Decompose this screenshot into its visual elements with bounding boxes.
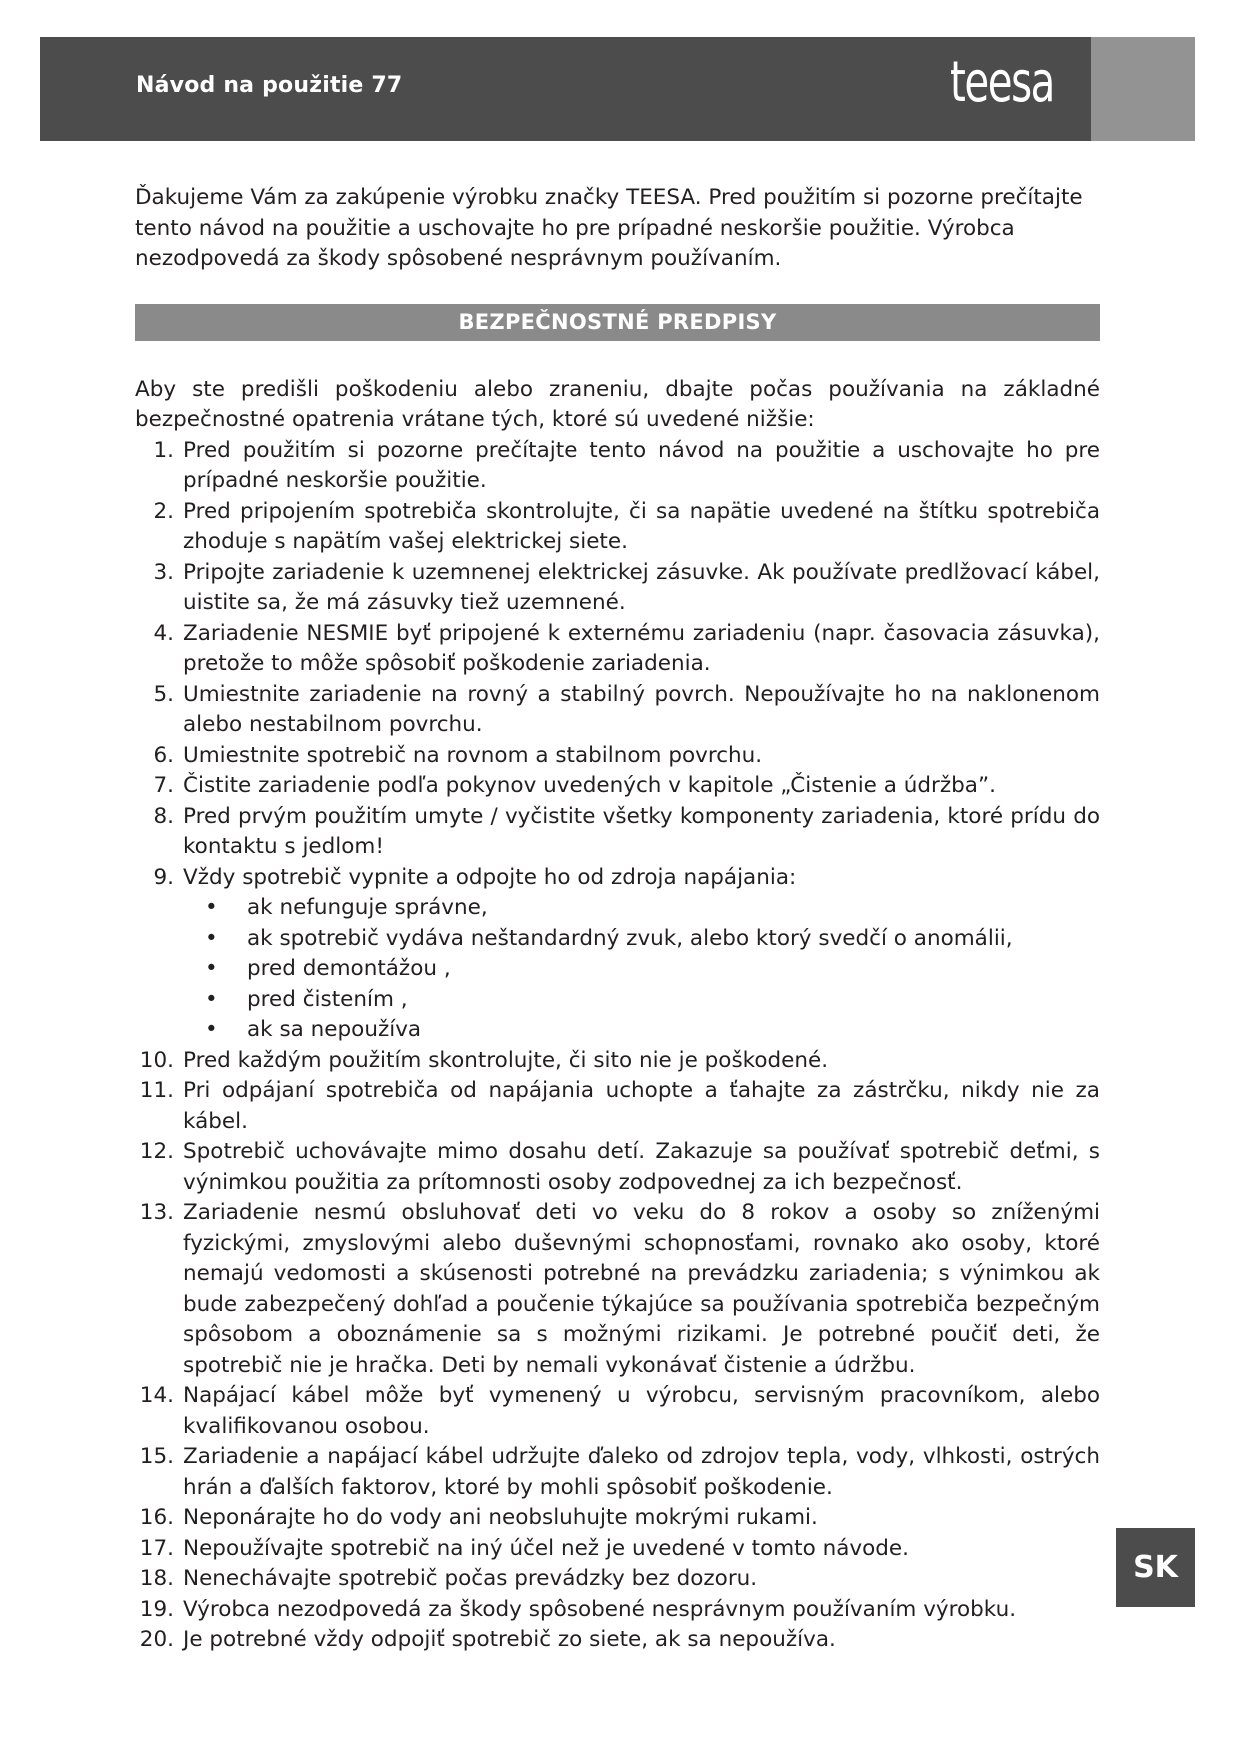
rule-number: 16. (139, 1505, 174, 1530)
rule-text: Zariadenie NESMIE byť pripojené k externému zariadeniu (napr. časovacia zásuvka), pretože to môže spôsobiť poškodenie zariadenia. (183, 620, 1100, 676)
rule-number: 5. (153, 681, 174, 707)
rule-text: Pred použitím si pozorne prečítajte tento návod na použitie a uschovajte ho pre prípadné neskoršie použitie. (183, 437, 1100, 493)
lead-paragraph: Aby ste predišli poškodeniu alebo zraneniu, dbajte počas používania na základné bezpečnostné opatrenia vrátane tých, ktoré sú uvedené nižšie: (135, 376, 1100, 432)
rule-number: 10. (139, 1047, 174, 1073)
rule-item (135, 1534, 1100, 1565)
rule-text: Umiestnite spotrebič na rovnom a stabilnom povrchu. (183, 742, 763, 768)
rule-text: Neponárajte ho do vody ani neobsluhujte mokrými rukami. (183, 1505, 818, 1530)
rule-item (135, 802, 1100, 863)
rule-text: Pred každým použitím skontrolujte, či sito nie je poškodené. (183, 1047, 829, 1073)
rule-text: Čistite zariadenie podľa pokynov uvedených v kapitole „Čistenie a údržba”. (183, 773, 996, 798)
brand-logo: teesa (950, 50, 1054, 115)
rule-item (135, 619, 1100, 680)
rule-number: 1. (153, 437, 174, 463)
rule-text: Vždy spotrebič vypnite a odpojte ho od zdroja napájania: (183, 864, 797, 890)
rule-number: 15. (139, 1444, 174, 1469)
rule-number: 17. (139, 1535, 174, 1561)
rule-text: Zariadenie nesmú obsluhovať deti vo veku do 8 rokov a osoby so zníženými fyzickými, zmyslovými alebo duševnými schopnosťami, rovnako ako osoby, ktoré nemajú vedomosti a skúsenosti potrebné na prevádzku zariadenia; s výnimkou ak bude zabezpečený dohľad a poučenie týkajúce sa používania spotrebiča bezpečným spôsobom a oboznámenie sa s možnými rizikami. Je potrebné poučiť deti, že spotrebič nie je hračka. Deti by nemali vykonávať čistenie a údržbu. (183, 1200, 1100, 1378)
rule-number: 6. (153, 742, 174, 768)
rule-item (135, 1198, 1100, 1381)
rule-number: 4. (153, 620, 174, 646)
rule-item (135, 741, 1100, 772)
rule-item (135, 1595, 1100, 1626)
rule-item (135, 863, 1100, 1046)
rule-item (135, 1503, 1100, 1534)
rule-item (135, 680, 1100, 741)
rule-text: Pripojte zariadenie k uzemnenej elektrickej zásuvke. Ak používate predlžovací kábel, uistite sa, že má zásuvky tiež uzemnené. (183, 559, 1100, 615)
rule-text: Je potrebné vždy odpojiť spotrebič zo siete, ak sa nepoužíva. (183, 1627, 836, 1652)
rule-number: 8. (153, 803, 174, 829)
safety-rules-list (135, 436, 1100, 1656)
rule-sublist (183, 893, 1100, 1046)
rule-text: Nepoužívajte spotrebič na iný účel než je uvedené v tomto návode. (183, 1535, 909, 1561)
rule-item (135, 436, 1100, 497)
header-accent-block (1091, 37, 1195, 141)
rule-item (135, 1137, 1100, 1198)
rule-item (135, 558, 1100, 619)
page-content (135, 183, 1100, 1656)
rule-number: 2. (153, 498, 174, 524)
rule-item (135, 1076, 1100, 1137)
rule-text: Pred pripojením spotrebiča skontrolujte, či sa napätie uvedené na štítku spotrebiča zhoduje s napätím vašej elektrickej siete. (183, 498, 1100, 554)
rule-number: 14. (139, 1383, 174, 1408)
rule-number: 19. (139, 1596, 174, 1622)
rule-number: 18. (139, 1566, 174, 1591)
rule-item (135, 1564, 1100, 1595)
rule-subitem: • pred demontážou , (205, 954, 1100, 985)
rule-subitem: • pred čistením , (205, 985, 1100, 1016)
rule-text: Pred prvým použitím umyte / vyčistite všetky komponenty zariadenia, ktoré prídu do kontaktu s jedlom! (183, 803, 1100, 859)
rule-number: 7. (153, 773, 174, 798)
language-tab: SK (1116, 1528, 1195, 1607)
rule-text: Pri odpájaní spotrebiča od napájania uchopte a ťahajte za zástrčku, nikdy nie za kábel. (183, 1078, 1100, 1134)
rule-text: Umiestnite zariadenie na rovný a stabilný povrch. Nepoužívajte ho na naklonenom alebo nestabilnom povrchu. (183, 681, 1100, 737)
page-header (40, 37, 1195, 141)
rule-text: Zariadenie a napájací kábel udržujte ďaleko od zdrojov tepla, vody, vlhkosti, ostrých hrán a ďalších faktorov, ktoré by mohli spôsobiť poškodenie. (183, 1444, 1100, 1500)
page-title: Návod na použitie 77 (136, 73, 403, 98)
rule-number: 3. (153, 559, 174, 585)
rule-item (135, 1046, 1100, 1077)
rule-item (135, 771, 1100, 802)
rule-text: Výrobca nezodpovedá za škody spôsobené nesprávnym používaním výrobku. (183, 1596, 1017, 1622)
rule-subitem: • ak sa nepoužíva (205, 1015, 1100, 1046)
rule-item (135, 1442, 1100, 1503)
rule-text: Napájací kábel môže byť vymenený u výrobcu, servisným pracovníkom, alebo kvalifikovanou osobou. (183, 1383, 1100, 1439)
rule-subitem: • ak spotrebič vydáva neštandardný zvuk, alebo ktorý svedčí o anomálii, (205, 924, 1100, 955)
rule-item (135, 497, 1100, 558)
rule-subitem: • ak nefunguje správne, (205, 893, 1100, 924)
rule-number: 13. (139, 1200, 174, 1225)
intro-paragraph: Ďakujeme Vám za zakúpenie výrobku značky TEESA. Pred použitím si pozorne prečítajte tento návod na použitie a uschovajte ho pre prípadné neskoršie použitie. Výrobca nezodpovedá za škody spôsobené nesprávnym používaním. (135, 185, 1083, 271)
rule-item (135, 1625, 1100, 1656)
rule-number: 9. (153, 864, 174, 890)
section-heading: BEZPEČNOSTNÉ PREDPISY (135, 304, 1100, 341)
rule-number: 12. (139, 1139, 174, 1164)
rule-number: 11. (139, 1078, 174, 1103)
rule-text: Spotrebič uchovávajte mimo dosahu detí. Zakazuje sa používať spotrebič deťmi, s výnimkou použitia za prítomnosti osoby zodpovednej za ich bezpečnosť. (183, 1139, 1100, 1195)
rule-text: Nenechávajte spotrebič počas prevádzky bez dozoru. (183, 1566, 758, 1591)
rule-item (135, 1381, 1100, 1442)
rule-number: 20. (139, 1627, 174, 1652)
